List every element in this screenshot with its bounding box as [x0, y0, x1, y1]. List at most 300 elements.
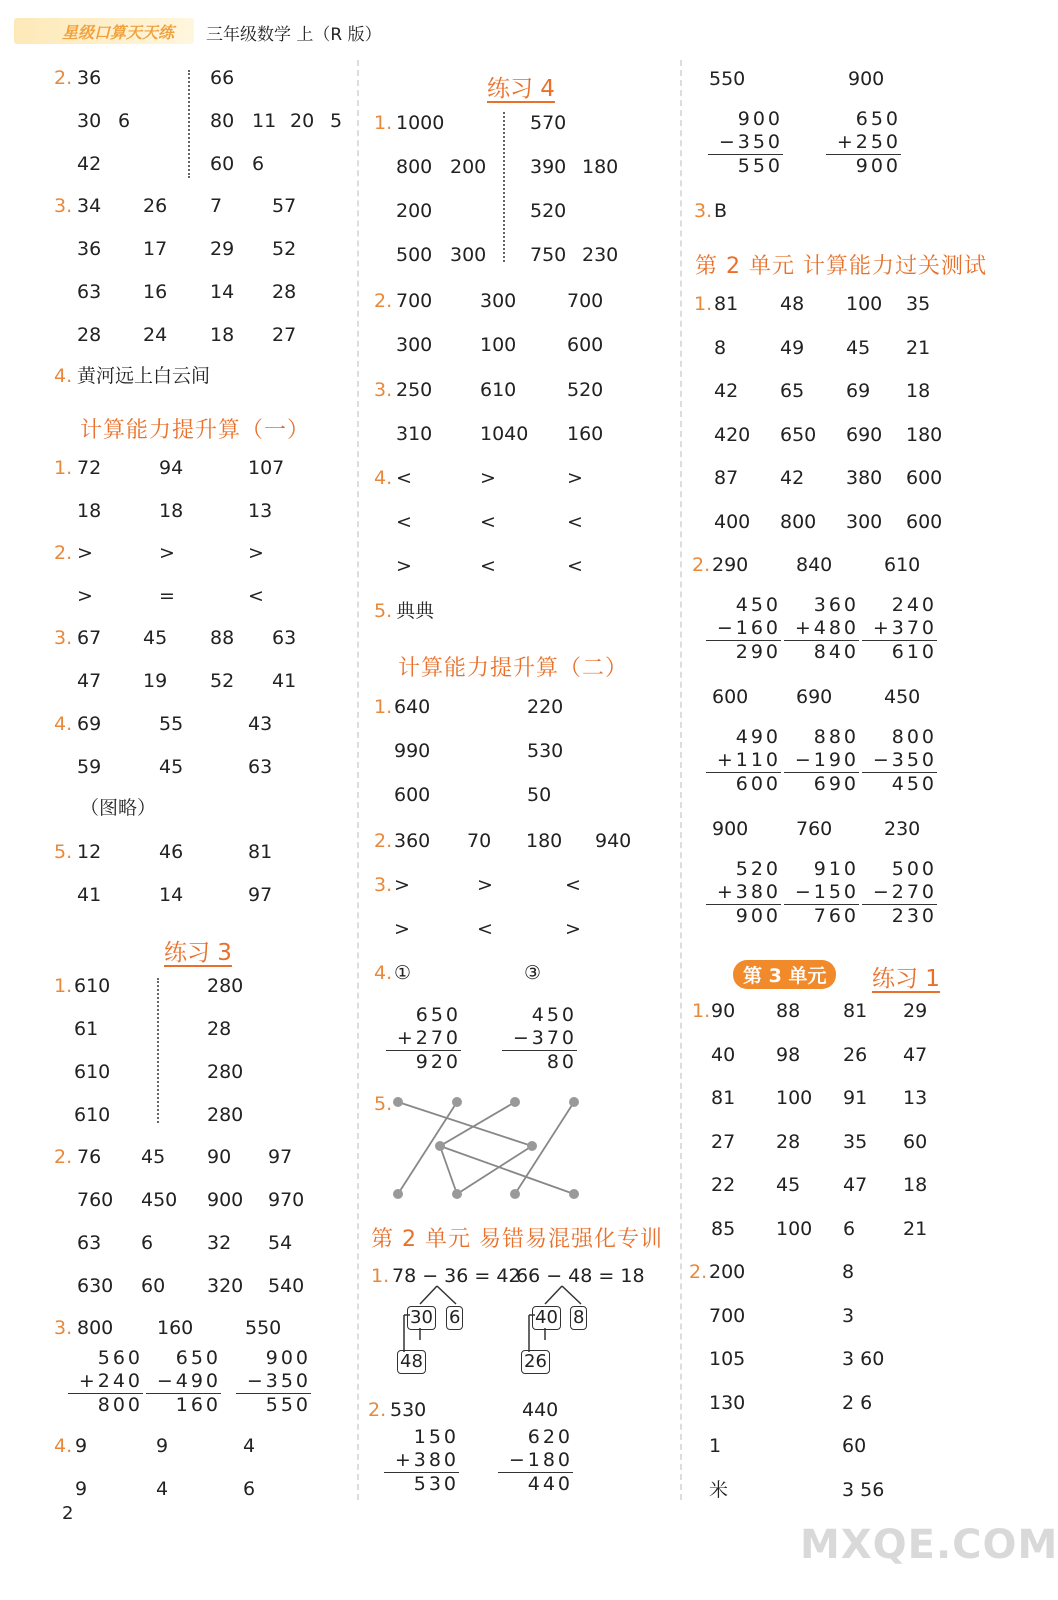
answer-value: 570 [530, 112, 567, 134]
question-number: 2. [54, 1146, 73, 1168]
answer-value: 4 [243, 1435, 256, 1457]
calc-operand: −350 [862, 749, 937, 773]
column-divider [357, 60, 359, 1500]
answer-value: 16 [143, 281, 168, 303]
answer-value: 41 [77, 884, 102, 906]
decomposition-box: 6 [446, 1306, 463, 1330]
answer-value: 28 [272, 281, 297, 303]
question-number: 1. [692, 1000, 711, 1022]
calc-result: 550 [265, 1394, 311, 1416]
question-number: 2. [54, 542, 73, 564]
calc-result: 900 [735, 905, 781, 927]
answer-value: 6 [118, 110, 131, 132]
calc-result: 550 [737, 155, 783, 177]
answer-value: 8 [842, 1261, 855, 1283]
vertical-calculation [146, 1347, 221, 1417]
answer-value: 380 [846, 467, 883, 490]
decomposition-box: 30 [407, 1306, 436, 1330]
answer-value: > [77, 585, 93, 607]
answer-value: 52 [272, 238, 297, 260]
answer-value: 49 [780, 336, 805, 359]
answer-value: > [477, 874, 493, 896]
vertical-calculation [862, 726, 937, 796]
answer-value: 42 [714, 380, 739, 403]
answer-value: 90 [207, 1146, 232, 1168]
question-number: 1. [54, 975, 73, 997]
calc-operand: −490 [146, 1370, 221, 1394]
question-number: 3. [694, 200, 713, 222]
answer-value: 60 [141, 1275, 166, 1297]
calc-operand: 880 [813, 726, 859, 748]
answer-value: 800 [77, 1317, 114, 1339]
answer-value: 300 [846, 511, 883, 533]
answer-value: 540 [268, 1275, 305, 1297]
answer-value: 520 [530, 200, 567, 222]
answer-value: 130 [709, 1391, 746, 1414]
answer-value: < [565, 874, 581, 896]
calc-operand: −350 [236, 1370, 311, 1394]
answer-value: 3 56 [842, 1479, 885, 1501]
calc-operand: 650 [415, 1004, 461, 1026]
answer-value: 35 [843, 1130, 868, 1153]
answer-value: < [567, 511, 583, 533]
calc-operand: −180 [498, 1449, 573, 1473]
question-number: 4. [54, 365, 73, 387]
calc-result: 530 [413, 1473, 459, 1495]
answer-value: 9 [75, 1435, 88, 1457]
calc-operand: +480 [784, 617, 859, 641]
answer-value: 13 [248, 500, 273, 522]
calc-operand: +250 [826, 131, 901, 155]
answer-value: 6 [243, 1478, 256, 1500]
answer-value: 46 [159, 841, 184, 863]
answer-value: 970 [268, 1189, 305, 1211]
calc-operand: 450 [735, 594, 781, 616]
answer-value: 63 [248, 756, 273, 778]
answer-value: < [567, 555, 583, 577]
answer-value: 81 [843, 1000, 868, 1022]
answer-value: 63 [77, 1232, 102, 1254]
answer-value: 230 [884, 818, 921, 840]
answer-value: 105 [709, 1348, 746, 1371]
answer-value: 600 [712, 686, 749, 708]
answer-value: 650 [780, 423, 817, 446]
answer-value: 26 [843, 1043, 868, 1066]
answer-value: 66 [210, 67, 235, 89]
answer-value: < [396, 467, 412, 489]
answer-value: 27 [272, 324, 297, 346]
answer-value: 29 [210, 238, 235, 260]
vertical-calculation [502, 1004, 577, 1074]
answer-value: 21 [903, 1218, 928, 1240]
answer-value: 900 [848, 68, 885, 90]
answer-value: 1000 [396, 112, 445, 134]
vertical-calculation [68, 1347, 143, 1417]
exercise-4-title: 练习 4 [487, 76, 555, 102]
answer-value: 94 [159, 457, 184, 479]
answer-value: 610 [884, 554, 921, 576]
calc-result: 290 [735, 641, 781, 663]
calc-operand: +110 [706, 749, 781, 773]
answer-value: 91 [843, 1087, 868, 1110]
answer-value: 290 [712, 554, 749, 576]
answer-value: 45 [159, 756, 184, 778]
answer-value: 47 [77, 670, 102, 692]
answer-value: 60 [903, 1130, 928, 1153]
vertical-calculation [784, 726, 859, 796]
book-title: 三年级数学 上（R 版） [206, 25, 382, 45]
answer-value: 800 [396, 156, 433, 178]
question-number: 4. [374, 467, 393, 489]
answer-value: 400 [714, 511, 751, 533]
vertical-calculation [384, 1426, 459, 1496]
answer-value: 900 [712, 818, 749, 840]
answer-value: 42 [77, 153, 102, 175]
answer-value: 200 [709, 1261, 746, 1283]
answer-value: 69 [77, 713, 102, 735]
answer-value: 1 [709, 1435, 722, 1458]
question-number: 1. [694, 293, 713, 315]
exercise-1-title: 练习 1 [872, 966, 940, 992]
question-number: 2. [54, 67, 73, 89]
answer-value: 180 [906, 423, 943, 446]
answer-value: 45 [846, 336, 871, 359]
answer-value: 28 [776, 1130, 801, 1153]
answer-value: 1040 [480, 423, 529, 445]
calc-operand: −150 [784, 881, 859, 905]
answer-value: 78 − 36 = 42 [392, 1265, 521, 1287]
answer-value: 典典 [396, 600, 435, 622]
answer-value: 280 [207, 1104, 244, 1126]
question-number: 2. [368, 1399, 387, 1421]
decomposition-box: 40 [532, 1306, 561, 1330]
calc-result: 900 [855, 155, 901, 177]
answer-value: 700 [396, 290, 433, 312]
answer-value: 26 [143, 195, 168, 217]
answer-value: 27 [711, 1130, 736, 1153]
answer-value: 360 [394, 830, 431, 852]
answer-value: 72 [77, 457, 102, 479]
unit3-badge: 第 3 单元 [733, 960, 836, 989]
answer-value: > [567, 467, 583, 489]
calc-operand: −160 [706, 617, 781, 641]
answer-value: 300 [396, 334, 433, 356]
answer-value: 600 [567, 334, 604, 356]
answer-value: 97 [248, 884, 273, 906]
answer-value: 55 [159, 713, 184, 735]
answer-value: 61 [74, 1018, 99, 1040]
answer-value: 32 [207, 1232, 232, 1254]
question-number: 5. [374, 1093, 393, 1115]
answer-value: 67 [77, 627, 102, 649]
vertical-calculation [236, 1347, 311, 1417]
answer-value: 63 [272, 627, 297, 649]
answer-value: 45 [141, 1146, 166, 1168]
answer-value: 9 [156, 1435, 169, 1457]
answer-value: < [396, 511, 412, 533]
answer-value: 45 [143, 627, 168, 649]
answer-value: 690 [796, 686, 833, 708]
answer-value: 34 [77, 195, 102, 217]
answer-value: > [77, 542, 93, 564]
answer-value: = [159, 585, 175, 607]
answer-value: 180 [582, 156, 619, 178]
calc-result: 920 [415, 1051, 461, 1073]
vertical-calculation [784, 594, 859, 664]
answer-value: 440 [522, 1399, 559, 1421]
section-title-improve-1: 计算能力提升算（一） [80, 418, 311, 443]
answer-value: 6 [141, 1232, 154, 1254]
calc-result: 230 [891, 905, 937, 927]
answer-value: ③ [524, 962, 542, 984]
answer-value: 47 [843, 1174, 868, 1197]
section-title-improve-2: 计算能力提升算（二） [398, 656, 629, 681]
calc-result: 610 [891, 641, 937, 663]
answer-value: 28 [207, 1018, 232, 1040]
answer-value: 610 [74, 975, 111, 997]
answer-value: 97 [268, 1146, 293, 1168]
answer-value: 29 [903, 1000, 928, 1022]
answer-value: 180 [526, 830, 563, 852]
vertical-calculation [706, 858, 781, 928]
answer-value: 250 [396, 379, 433, 401]
answer-value: 4 [156, 1478, 169, 1500]
answer-value: 600 [906, 467, 943, 490]
dotted-divider [188, 70, 190, 178]
answer-value: 65 [780, 380, 805, 403]
calc-operand: −370 [502, 1027, 577, 1051]
calc-operand: 650 [175, 1347, 221, 1369]
calc-operand: 240 [891, 594, 937, 616]
answer-value: 81 [711, 1087, 736, 1110]
answer-value: 300 [480, 290, 517, 312]
answer-value: 320 [207, 1275, 244, 1297]
answer-value: 20 [290, 110, 315, 132]
answer-value: 760 [796, 818, 833, 840]
answer-value: 7 [210, 195, 223, 217]
answer-value: 12 [77, 841, 102, 863]
answer-value: > [396, 555, 412, 577]
calc-operand: −350 [708, 131, 783, 155]
question-number: 2. [692, 554, 711, 576]
answer-value: 14 [210, 281, 235, 303]
answer-value: < [477, 918, 493, 940]
answer-value: 450 [884, 686, 921, 708]
answer-value: 43 [248, 713, 273, 735]
answer-value: 700 [709, 1304, 746, 1327]
question-number: 1. [374, 112, 393, 134]
page-number: 2 [62, 1503, 74, 1524]
question-number: 4. [374, 962, 393, 984]
answer-value: 700 [567, 290, 604, 312]
answer-value: 66 − 48 = 18 [516, 1265, 645, 1287]
answer-value: 81 [248, 841, 273, 863]
answer-value: 6 [843, 1218, 856, 1240]
answer-value: 900 [207, 1189, 244, 1211]
question-number: 3. [374, 379, 393, 401]
answer-value: 18 [906, 380, 931, 403]
answer-value: 420 [714, 423, 751, 446]
question-number: 4. [54, 713, 73, 735]
vertical-calculation [862, 858, 937, 928]
answer-value: 59 [77, 756, 102, 778]
vertical-calculation [706, 594, 781, 664]
answer-value: 530 [390, 1399, 427, 1421]
calc-result: 440 [527, 1473, 573, 1495]
vertical-calculation [706, 726, 781, 796]
answer-value: 98 [776, 1043, 801, 1066]
answer-value: 24 [143, 324, 168, 346]
calc-operand: 800 [891, 726, 937, 748]
answer-value: 47 [903, 1043, 928, 1066]
calc-result: 450 [891, 773, 937, 795]
calc-result: 160 [175, 1394, 221, 1416]
calc-operand: 360 [813, 594, 859, 616]
answer-value: 11 [252, 110, 277, 132]
answer-value: 310 [396, 423, 433, 445]
answer-value: 85 [711, 1218, 736, 1240]
answer-value: 60 [842, 1435, 867, 1458]
column-divider [680, 60, 682, 1500]
answer-value: 2 6 [842, 1391, 873, 1414]
vertical-calculation [708, 108, 783, 178]
decomposition-box: 26 [521, 1350, 550, 1374]
answer-value: 22 [711, 1174, 736, 1197]
calc-result: 80 [546, 1051, 577, 1073]
section-title-unit2-errors: 第 2 单元 易错易混强化专训 [371, 1227, 663, 1252]
calc-operand: 150 [413, 1426, 459, 1448]
answer-value: 87 [714, 467, 739, 490]
question-number: 1. [374, 696, 393, 718]
calc-operand: 900 [265, 1347, 311, 1369]
answer-value: 280 [207, 975, 244, 997]
answer-value: 18 [159, 500, 184, 522]
answer-value: 100 [846, 293, 883, 315]
decomposition-box: 48 [397, 1350, 426, 1374]
calc-operand: 490 [735, 726, 781, 748]
answer-value: 13 [903, 1087, 928, 1110]
calc-operand: +370 [862, 617, 937, 641]
answer-value: 36 [77, 67, 102, 89]
answer-value: 18 [903, 1174, 928, 1197]
answer-value: 3 [842, 1304, 855, 1327]
watermark-logo: MXQE.COM [800, 1522, 1058, 1568]
answer-value: 610 [74, 1104, 111, 1126]
answer-value: 52 [210, 670, 235, 692]
answer-value: 36 [77, 238, 102, 260]
question-number: 2. [374, 830, 393, 852]
answer-value: 690 [846, 423, 883, 446]
decomposition-box: 8 [570, 1306, 587, 1330]
answer-value: 18 [77, 500, 102, 522]
answer-value: > [159, 542, 175, 564]
answer-value: 40 [711, 1043, 736, 1066]
answer-value: 17 [143, 238, 168, 260]
calc-operand: 450 [531, 1004, 577, 1026]
answer-value: 14 [159, 884, 184, 906]
answer-value: 840 [796, 554, 833, 576]
answer-value: < [480, 555, 496, 577]
answer-value: 米 [709, 1479, 729, 1501]
answer-value: 42 [780, 467, 805, 490]
matching-figure [385, 1090, 595, 1205]
vertical-calculation [862, 594, 937, 664]
answer-value: 200 [450, 156, 487, 178]
answer-value: 69 [846, 380, 871, 403]
calc-operand: 620 [527, 1426, 573, 1448]
answer-value: > [394, 874, 410, 896]
vertical-calculation [784, 858, 859, 928]
answer-value: > [480, 467, 496, 489]
answer-value: 160 [567, 423, 604, 445]
answer-value: 80 [210, 110, 235, 132]
question-number: 3. [54, 195, 73, 217]
vertical-calculation [498, 1426, 573, 1496]
answer-value: 230 [582, 244, 619, 266]
calc-operand: −270 [862, 881, 937, 905]
answer-value: 520 [567, 379, 604, 401]
answer-value: 280 [207, 1061, 244, 1083]
answer-value: ① [394, 962, 412, 984]
answer-value: 48 [780, 293, 805, 315]
answer-value: 750 [530, 244, 567, 266]
calc-result: 800 [97, 1394, 143, 1416]
answer-value: 3 60 [842, 1348, 885, 1371]
answer-value: 63 [77, 281, 102, 303]
calc-operand: 910 [813, 858, 859, 880]
answer-value: 200 [396, 200, 433, 222]
vertical-calculation [386, 1004, 461, 1074]
answer-value: 100 [480, 334, 517, 356]
vertical-calculation [826, 108, 901, 178]
answer-value: > [394, 918, 410, 940]
answer-value: 19 [143, 670, 168, 692]
calc-result: 840 [813, 641, 859, 663]
section-title-unit2-test: 第 2 单元 计算能力过关测试 [695, 254, 987, 279]
answer-value: 18 [210, 324, 235, 346]
answer-value: B [714, 200, 728, 222]
answer-value: 81 [714, 293, 739, 315]
answer-value: 5 [330, 110, 343, 132]
answer-value: 70 [467, 830, 492, 852]
answer-value: 57 [272, 195, 297, 217]
answer-value: 630 [77, 1275, 114, 1297]
brand-title: 星级口算天天练 [62, 23, 175, 42]
answer-value: 50 [527, 784, 552, 806]
answer-value: 76 [77, 1146, 102, 1168]
calc-operand: +270 [386, 1027, 461, 1051]
calc-operand: +240 [68, 1370, 143, 1394]
answer-value: 530 [527, 740, 564, 762]
question-number: 1. [371, 1265, 390, 1287]
answer-value: 41 [272, 670, 297, 692]
dotted-divider [503, 112, 505, 262]
answer-value: 500 [396, 244, 433, 266]
answer-value: 54 [268, 1232, 293, 1254]
dotted-divider [157, 978, 159, 1123]
answer-value: 107 [248, 457, 285, 479]
question-number: 1. [54, 457, 73, 479]
answer-value: 28 [77, 324, 102, 346]
answer-value: 220 [527, 696, 564, 718]
calc-result: 690 [813, 773, 859, 795]
answer-value: 黄河远上白云间 [77, 365, 211, 387]
calc-operand: +380 [706, 881, 781, 905]
answer-value: 640 [394, 696, 431, 718]
answer-value: < [480, 511, 496, 533]
answer-value: 160 [157, 1317, 194, 1339]
question-number: 2. [374, 290, 393, 312]
